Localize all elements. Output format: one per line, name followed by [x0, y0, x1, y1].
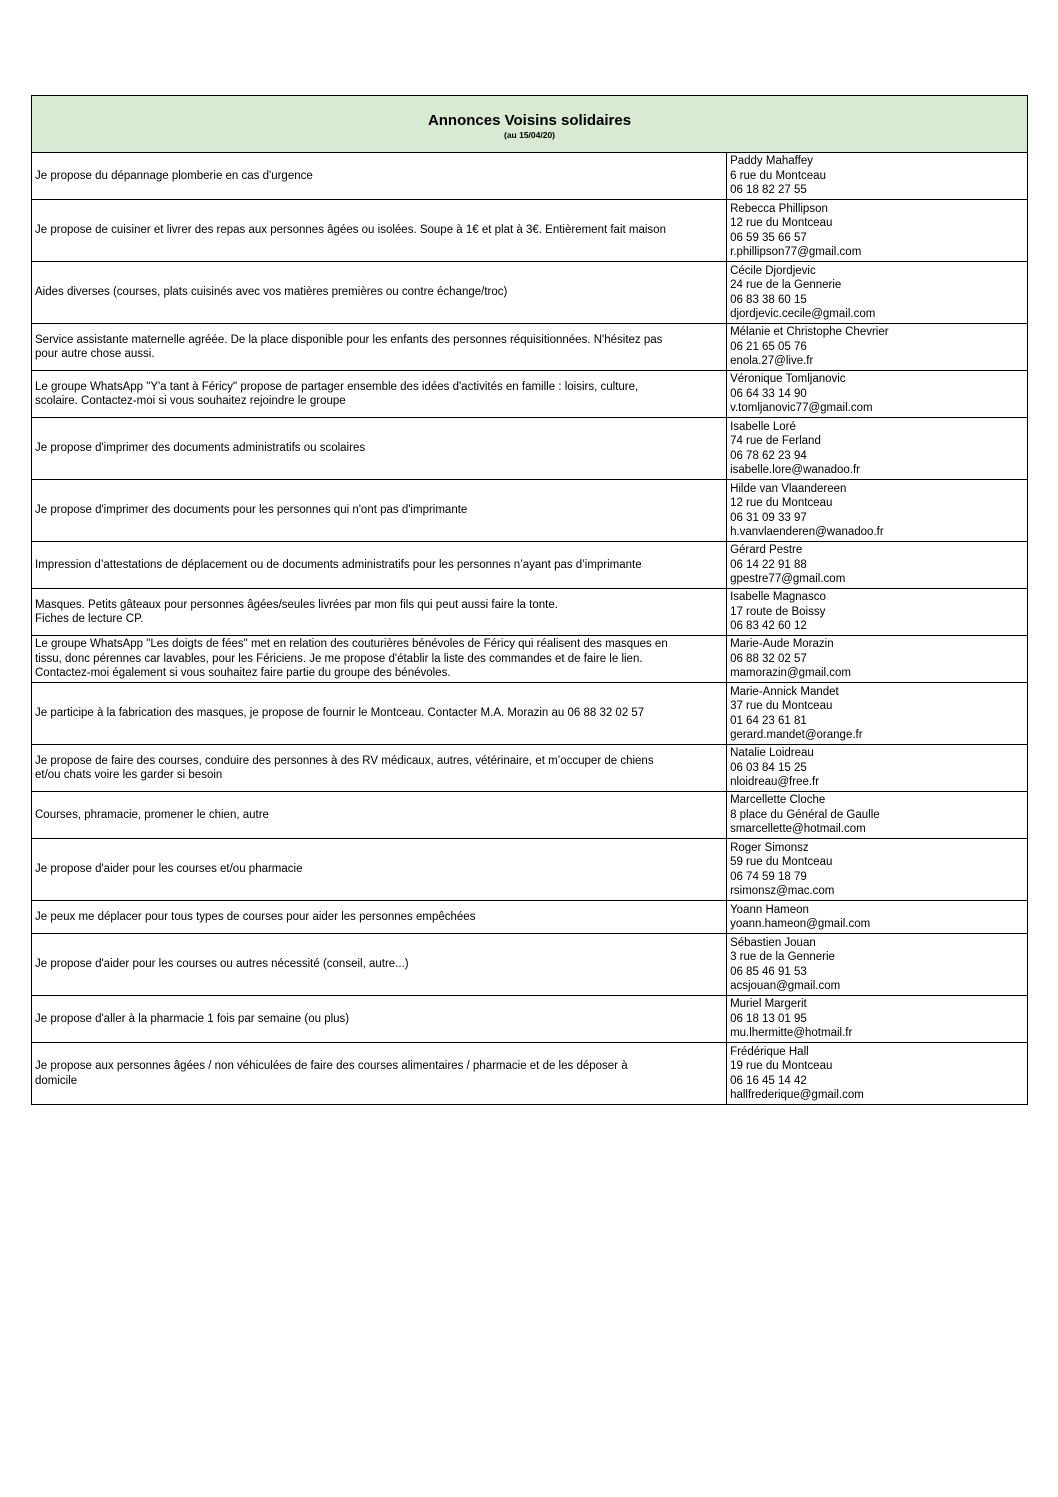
- contact-detail: 06 83 38 60 15: [730, 293, 807, 306]
- contact-detail: 06 18 82 27 55: [730, 184, 807, 197]
- contact-detail: isabelle.lore@wanadoo.fr: [730, 463, 861, 476]
- offer-cell: Je propose de faire des courses, conduire des personnes à des RV médicaux, autres, vétérinaire, et m’occuper de chiens et/ou chats voire les garder si besoin: [32, 745, 727, 792]
- table-row: [32, 324, 1028, 371]
- contact-detail: h.vanvlaenderen@wanadoo.fr: [730, 525, 884, 538]
- contact-detail: 06 31 09 33 97: [730, 511, 807, 524]
- table-header: [32, 96, 1028, 153]
- contact-cell: [727, 683, 1028, 745]
- offer-cell: Je propose d'imprimer des documents pour les personnes qui n'ont pas d'imprimante: [32, 480, 727, 542]
- contact-detail: yoann.hameon@gmail.com: [730, 918, 871, 930]
- table-row: [32, 934, 1028, 996]
- contact-cell: [727, 262, 1028, 324]
- contact-detail: gpestre77@gmail.com: [730, 573, 846, 586]
- contact-cell: [727, 542, 1028, 589]
- contact-detail: 06 88 32 02 57: [730, 652, 807, 665]
- contact-cell: [727, 480, 1028, 542]
- contact-detail: 74 rue de Ferland: [730, 435, 821, 448]
- contact-name: Gérard Pestre: [730, 544, 803, 557]
- offer-cell: Je propose de cuisiner et livrer des repas aux personnes âgées ou isolées. Soupe à 1€ et plat à 3€. Entièrement fait maison: [32, 200, 727, 262]
- offer-cell: Je propose d'aider pour les courses ou autres nécessité (conseil, autre...): [32, 934, 727, 996]
- contact-detail: 37 rue du Montceau: [730, 700, 833, 713]
- offer-cell: Je propose d'aider pour les courses et/ou pharmacie: [32, 839, 727, 901]
- contact-name: Yoann Hameon: [730, 903, 809, 916]
- contact-detail: 06 21 65 05 76: [730, 340, 807, 353]
- contact-detail: 06 74 59 18 79: [730, 870, 807, 883]
- contact-name: Paddy Mahaffey: [730, 155, 813, 168]
- contact-detail: 3 rue de la Gennerie: [730, 951, 835, 964]
- contact-detail: 06 78 62 23 94: [730, 449, 807, 462]
- contact-cell: [727, 636, 1028, 683]
- contact-detail: 06 03 84 15 25: [730, 761, 807, 774]
- contact-name: Natalie Loidreau: [730, 747, 814, 760]
- contact-detail: acsjouan@gmail.com: [730, 979, 841, 992]
- contact-detail: 59 rue du Montceau: [730, 856, 833, 869]
- contact-name: Isabelle Magnasco: [730, 591, 826, 604]
- contact-cell: [727, 996, 1028, 1043]
- contact-detail: 24 rue de la Gennerie: [730, 279, 842, 292]
- contact-detail: smarcellette@hotmail.com: [730, 823, 866, 836]
- table-row: [32, 745, 1028, 792]
- offer-cell: Courses, phramacie, promener le chien, autre: [32, 792, 727, 839]
- contact-cell: [727, 839, 1028, 901]
- table-row: [32, 839, 1028, 901]
- contact-detail: mu.lhermitte@hotmail.fr: [730, 1027, 853, 1040]
- contact-cell: [727, 589, 1028, 636]
- offer-cell: Masques. Petits gâteaux pour personnes âgées/seules livrées par mon fils qui peut aussi faire la tonte. Fiches de lecture CP.: [32, 589, 727, 636]
- table-row: [32, 480, 1028, 542]
- contact-name: Roger Simonsz: [730, 841, 809, 854]
- contact-name: Sébastien Jouan: [730, 936, 816, 949]
- contact-detail: 12 rue du Montceau: [730, 497, 833, 510]
- contact-detail: r.phillipson77@gmail.com: [730, 245, 862, 258]
- contact-cell: [727, 153, 1028, 200]
- page-date: (au 15/04/20): [503, 130, 556, 140]
- contact-cell: [727, 901, 1028, 934]
- contact-cell: [727, 745, 1028, 792]
- contact-detail: 06 85 46 91 53: [730, 965, 807, 978]
- contact-name: Marie-Aude Morazin: [730, 638, 834, 651]
- offer-cell: Je propose d'aller à la pharmacie 1 fois par semaine (ou plus): [32, 996, 727, 1043]
- table-row: [32, 418, 1028, 480]
- table-row: [32, 153, 1028, 200]
- contact-name: Hilde van Vlaandereen: [730, 482, 847, 495]
- contact-detail: 6 rue du Montceau: [730, 169, 826, 182]
- contact-name: Véronique Tomljanovic: [730, 373, 846, 386]
- contact-detail: 01 64 23 61 81: [730, 714, 807, 727]
- table-row: [32, 996, 1028, 1043]
- table-row: [32, 901, 1028, 934]
- contact-detail: 06 83 42 60 12: [730, 620, 807, 633]
- offer-cell: Je peux me déplacer pour tous types de courses pour aider les personnes empêchées: [32, 901, 727, 934]
- table-row: [32, 371, 1028, 418]
- contact-detail: 12 rue du Montceau: [730, 217, 833, 230]
- table-row: [32, 683, 1028, 745]
- contact-cell: [727, 934, 1028, 996]
- contact-detail: 06 59 35 66 57: [730, 231, 807, 244]
- table-header-row: [32, 96, 1028, 153]
- contact-detail: gerard.mandet@orange.fr: [730, 728, 863, 741]
- contact-name: Marie-Annick Mandet: [730, 685, 839, 698]
- contact-name: Mélanie et Christophe Chevrier: [730, 326, 889, 339]
- contact-detail: enola.27@live.fr: [730, 355, 814, 368]
- contact-cell: [727, 1043, 1028, 1105]
- contact-detail: 17 route de Boissy: [730, 605, 826, 618]
- offer-cell: Je propose d'imprimer des documents administratifs ou scolaires: [32, 418, 727, 480]
- table-row: [32, 262, 1028, 324]
- contact-detail: v.tomljanovic77@gmail.com: [730, 402, 873, 415]
- contact-name: Muriel Margerit: [730, 998, 807, 1011]
- table-row: [32, 636, 1028, 683]
- contact-name: Cécile Djordjevic: [730, 264, 816, 277]
- table-row: [32, 542, 1028, 589]
- offer-cell: Impression d’attestations de déplacement ou de documents administratifs pour les personnes n’ayant pas d’imprimante: [32, 542, 727, 589]
- contact-name: Rebecca Phillipson: [730, 202, 828, 215]
- contact-detail: rsimonsz@mac.com: [730, 884, 835, 897]
- offer-cell: Je propose aux personnes âgées / non véhiculées de faire des courses alimentaires / pharmacie et de les déposer à domicile: [32, 1043, 727, 1105]
- contact-detail: nloidreau@free.fr: [730, 776, 820, 789]
- offer-cell: Je participe à la fabrication des masques, je propose de fournir le Montceau. Contacter M.A. Morazin au 06 88 32 02 57: [32, 683, 727, 745]
- contact-name: Marcellette Cloche: [730, 794, 826, 807]
- contact-detail: 06 18 13 01 95: [730, 1012, 807, 1025]
- offer-cell: Service assistante maternelle agréée. De la place disponible pour les enfants des personnes réquisitionnées. N'hésitez pas pour autre chose aussi.: [32, 324, 727, 371]
- offer-cell: Le groupe WhatsApp "Les doigts de fées" met en relation des couturières bénévoles de Féricy qui réalisent des masques en tissu, donc pérennes car lavables, pour les Fériciens. Je me propose d'établir la liste des commandes et de faire le lien. Contactez-moi également si vous souhaitez faire partie du groupe des bénévoles.: [32, 636, 727, 683]
- table-row: [32, 792, 1028, 839]
- contact-cell: [727, 792, 1028, 839]
- contact-name: Frédérique Hall: [730, 1045, 809, 1058]
- contact-cell: [727, 371, 1028, 418]
- contact-detail: hallfrederique@gmail.com: [730, 1088, 864, 1101]
- contact-name: Isabelle Loré: [730, 420, 796, 433]
- contact-detail: djordjevic.cecile@gmail.com: [730, 307, 876, 320]
- contact-detail: mamorazin@gmail.com: [730, 667, 852, 680]
- offer-cell: Le groupe WhatsApp "Y'a tant à Féricy" propose de partager ensemble des idées d'activités en famille : loisirs, culture, scolaire. Contactez-moi si vous souhaitez rejoindre le groupe: [32, 371, 727, 418]
- announcements-table: [31, 95, 1028, 1105]
- table-row: [32, 200, 1028, 262]
- offer-cell: Aides diverses (courses, plats cuisinés avec vos matières premières ou contre échange/troc): [32, 262, 727, 324]
- contact-cell: [727, 200, 1028, 262]
- contact-detail: 19 rue du Montceau: [730, 1060, 833, 1073]
- contact-detail: 06 64 33 14 90: [730, 387, 807, 400]
- contact-cell: [727, 418, 1028, 480]
- page-title: Annonces Voisins solidaires: [427, 112, 632, 129]
- contact-detail: 8 place du Général de Gaulle: [730, 808, 880, 821]
- contact-cell: [727, 324, 1028, 371]
- table-row: [32, 1043, 1028, 1105]
- table-body: [32, 153, 1028, 1105]
- offer-cell: Je propose du dépannage plomberie en cas d'urgence: [32, 153, 727, 200]
- contact-detail: 06 14 22 91 88: [730, 558, 807, 571]
- contact-detail: 06 16 45 14 42: [730, 1074, 807, 1087]
- table-row: [32, 589, 1028, 636]
